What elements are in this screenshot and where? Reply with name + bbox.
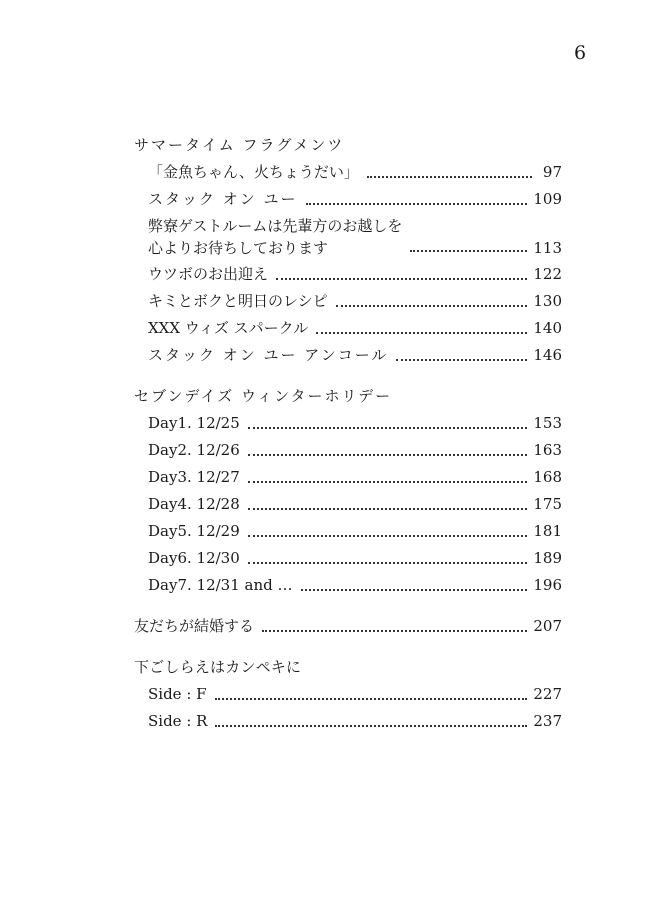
toc-entry-label [148, 215, 402, 259]
toc-entry[interactable] [134, 708, 562, 735]
toc-entry-label: Day6. 12/30 [148, 549, 240, 567]
section-title-summertime-fragments[interactable]: サマータイム フラグメンツ [134, 136, 345, 154]
toc-entry[interactable] [134, 545, 562, 572]
section-gap [134, 640, 562, 654]
toc-entry-page: 153 [533, 414, 562, 432]
section-title-seven-days-winter-holiday[interactable]: セブンデイズ ウィンターホリデー [134, 387, 393, 405]
toc-entry-page: 97 [542, 163, 562, 181]
dot-leader [367, 176, 532, 178]
dot-leader [316, 332, 527, 334]
toc-entry-page: 163 [533, 441, 562, 459]
toc-entry-label: キミとボクと明日のレシピ [148, 292, 328, 310]
toc-entry[interactable] [134, 159, 562, 186]
toc-entry-page: 146 [533, 346, 562, 364]
dot-leader [248, 535, 528, 537]
dot-leader [215, 698, 528, 700]
dot-leader [410, 250, 527, 252]
toc-entry[interactable] [134, 464, 562, 491]
toc-entry-page: 130 [533, 292, 562, 310]
toc-entry-label: Day7. 12/31 and … [148, 576, 293, 594]
toc-entry-page: 168 [533, 468, 562, 486]
toc-entry-label: Day2. 12/26 [148, 441, 240, 459]
toc-entry-page: 227 [533, 685, 562, 703]
toc-entry-label-line2: 心よりお待ちしております [148, 239, 329, 257]
toc-entry-page: 113 [533, 239, 562, 257]
toc-entry-label-line1: 弊寮ゲストルームは先輩方のお越しを [148, 217, 403, 235]
toc-entry-label: スタック オン ユー [148, 190, 298, 208]
section-gap [134, 369, 562, 383]
toc-entry-label: 「金魚ちゃん、火ちょうだい」 [148, 163, 359, 181]
toc-entry-label: Side : F [148, 685, 207, 703]
toc-entry[interactable] [134, 572, 562, 599]
toc-entry-label: XXX ウィズ スパークル [148, 319, 309, 337]
section-title-preparation-perfect[interactable]: 下ごしらえはカンペキに [134, 658, 302, 676]
toc-entry[interactable] [134, 518, 562, 545]
dot-leader [248, 427, 528, 429]
toc-entry[interactable] [134, 288, 562, 315]
toc-entry[interactable] [134, 681, 562, 708]
dot-leader [276, 278, 527, 280]
toc-entry[interactable] [134, 491, 562, 518]
dot-leader [336, 305, 528, 307]
toc-entry[interactable] [134, 261, 562, 288]
toc-entry-page: 237 [533, 712, 562, 730]
toc-entry-label: Day1. 12/25 [148, 414, 240, 432]
dot-leader [262, 630, 527, 632]
toc-entry-page: 181 [533, 522, 562, 540]
toc-entry-label: Day4. 12/28 [148, 495, 240, 513]
toc-entry-page: 189 [533, 549, 562, 567]
section-gap [134, 599, 562, 613]
toc-entry[interactable] [134, 315, 562, 342]
dot-leader [248, 454, 528, 456]
toc-entry-label: Day5. 12/29 [148, 522, 240, 540]
toc-entry[interactable] [134, 342, 562, 369]
table-of-contents [134, 132, 562, 735]
dot-leader [248, 562, 528, 564]
toc-entry[interactable] [134, 213, 562, 261]
dot-leader [215, 725, 527, 727]
page-number: 6 [573, 42, 587, 64]
toc-entry-page: 109 [533, 190, 562, 208]
toc-entry-page: 122 [533, 265, 562, 283]
section-title-friend-marries: 友だちが結婚する [134, 617, 255, 635]
toc-entry[interactable] [134, 410, 562, 437]
dot-leader [301, 589, 528, 591]
toc-entry-label: スタック オン ユー アンコール [148, 346, 389, 364]
dot-leader [248, 481, 528, 483]
toc-entry-page: 175 [533, 495, 562, 513]
dot-leader [248, 508, 528, 510]
toc-entry-label: Side : R [148, 712, 208, 730]
toc-entry-page: 140 [533, 319, 562, 337]
toc-entry[interactable] [134, 186, 562, 213]
dot-leader [306, 203, 528, 205]
toc-entry-label: Day3. 12/27 [148, 468, 240, 486]
toc-entry[interactable] [134, 437, 562, 464]
dot-leader [396, 359, 527, 361]
toc-entry-page: 196 [533, 576, 562, 594]
toc-entry-friend-marries[interactable] [134, 613, 562, 640]
toc-entry-label: ウツボのお出迎え [148, 265, 269, 283]
toc-entry-page: 207 [533, 617, 562, 635]
